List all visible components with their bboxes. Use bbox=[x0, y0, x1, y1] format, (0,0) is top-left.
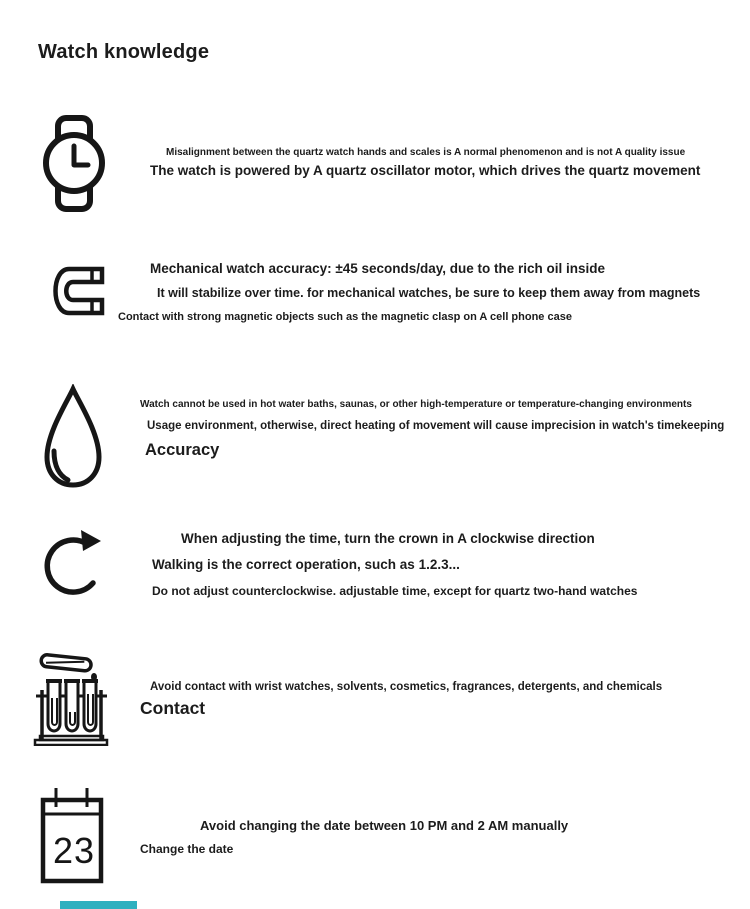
teal-accent-bar bbox=[60, 901, 137, 909]
quartz-movement-line: The watch is powered by A quartz oscillator motor, which drives the quartz movement bbox=[150, 163, 701, 178]
avoid-date-change-line: Avoid changing the date between 10 PM and 2 AM manually bbox=[200, 818, 569, 833]
rotate-clockwise-icon bbox=[40, 526, 106, 603]
quartz-note-line: Misalignment between the quartz watch hands and scales is A normal phenomenon and is not A quality issue bbox=[166, 147, 686, 158]
accuracy-heading: Accuracy bbox=[145, 441, 220, 459]
magnet-contact-line: Contact with strong magnetic objects such as the magnetic clasp on A cell phone case bbox=[118, 311, 572, 323]
walking-operation-line: Walking is the correct operation, such as 1.2.3... bbox=[152, 557, 460, 572]
contact-heading: Contact bbox=[140, 698, 206, 718]
avoid-chemicals-line: Avoid contact with wrist watches, solvents, cosmetics, fragrances, detergents, and chemicals bbox=[150, 681, 663, 693]
watch-icon bbox=[42, 115, 106, 212]
test-tubes-icon bbox=[33, 650, 109, 746]
magnet-accuracy-line: Mechanical watch accuracy: ±45 seconds/day, due to the rich oil inside bbox=[150, 261, 606, 276]
change-date-heading: Change the date bbox=[140, 842, 234, 856]
calendar-day-number: 23 bbox=[53, 830, 96, 871]
counterclockwise-warning-line: Do not adjust counterclockwise. adjustable time, except for quartz two-hand watches bbox=[152, 584, 638, 598]
crown-clockwise-line: When adjusting the time, turn the crown in A clockwise direction bbox=[181, 531, 595, 546]
magnet-stabilize-line: It will stabilize over time. for mechanical watches, be sure to keep them away from magnets bbox=[157, 286, 701, 300]
hot-water-line: Watch cannot be used in hot water baths, saunas, or other high-temperature or temperature-changing environments bbox=[140, 399, 692, 410]
magnet-icon bbox=[43, 263, 105, 320]
page-title: Watch knowledge bbox=[38, 41, 210, 63]
water-drop-icon bbox=[40, 384, 106, 490]
usage-environment-line: Usage environment, otherwise, direct heating of movement will cause imprecision in watch's timekeeping bbox=[147, 420, 725, 432]
